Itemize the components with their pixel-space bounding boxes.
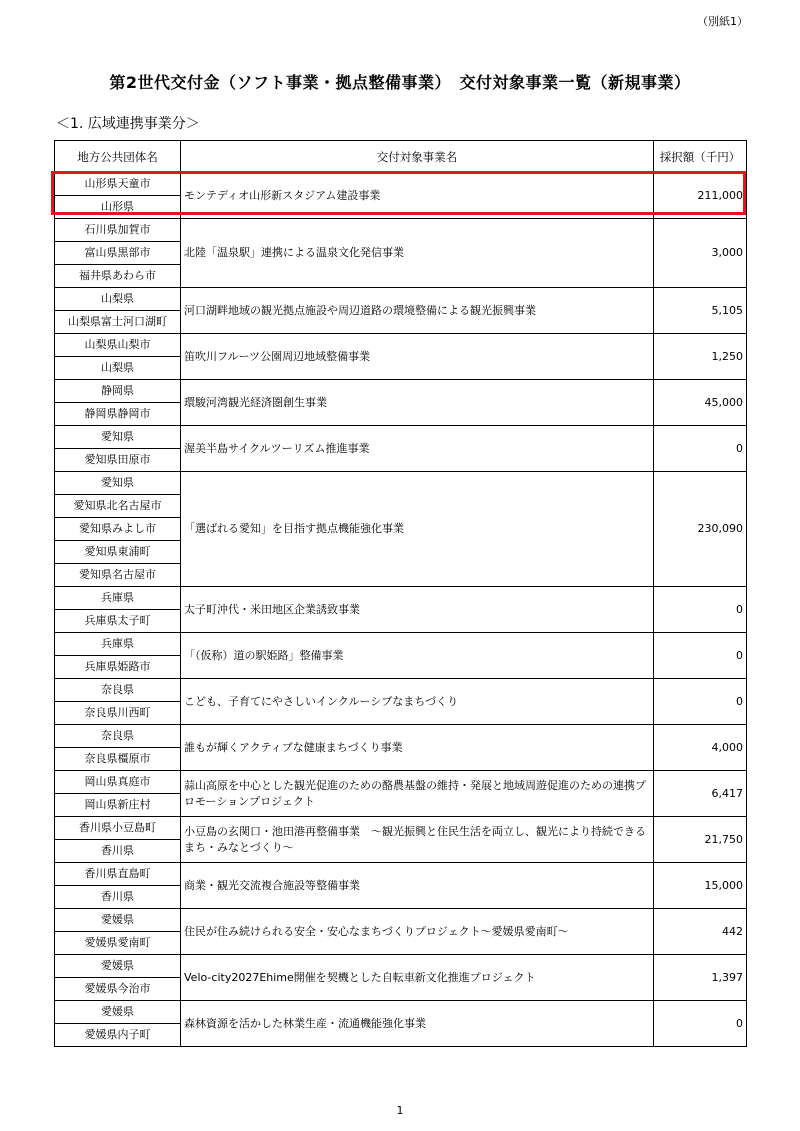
project-name-cell: 誰もが輝くアクティブな健康まちづくり事業 xyxy=(181,725,654,771)
government-name-cell: 愛知県 xyxy=(55,472,181,495)
table-row xyxy=(55,1001,747,1024)
project-name-cell: 環駿河湾観光経済圏創生事業 xyxy=(181,380,654,426)
government-name-cell: 奈良県橿原市 xyxy=(55,748,181,771)
table-row xyxy=(55,633,747,656)
government-name-cell: 愛知県 xyxy=(55,426,181,449)
table-row xyxy=(55,863,747,886)
amount-cell: 15,000 xyxy=(654,863,747,909)
government-name-cell: 兵庫県 xyxy=(55,587,181,610)
government-name-cell: 岡山県新庄村 xyxy=(55,794,181,817)
government-name-cell: 山形県 xyxy=(55,196,181,219)
government-name-cell: 山形県天童市 xyxy=(55,173,181,196)
government-name-cell: 富山県黒部市 xyxy=(55,242,181,265)
government-name-cell: 静岡県静岡市 xyxy=(55,403,181,426)
project-name-cell: 商業・観光交流複合施設等整備事業 xyxy=(181,863,654,909)
table-row xyxy=(55,334,747,357)
government-name-cell: 愛媛県内子町 xyxy=(55,1024,181,1047)
section-heading: ＜1. 広域連携事業分＞ xyxy=(56,116,200,132)
amount-cell: 3,000 xyxy=(654,219,747,288)
page-number: 1 xyxy=(396,1104,404,1117)
amount-cell: 45,000 xyxy=(654,380,747,426)
government-name-cell: 愛知県東浦町 xyxy=(55,541,181,564)
table-row xyxy=(55,426,747,449)
government-name-cell: 奈良県 xyxy=(55,679,181,702)
table-row xyxy=(55,219,747,242)
table-body xyxy=(55,173,747,1047)
table-row xyxy=(55,380,747,403)
project-name-cell: 住民が住み続けられる安全・安心なまちづくりプロジェクト～愛媛県愛南町～ xyxy=(181,909,654,955)
government-name-cell: 愛媛県愛南町 xyxy=(55,932,181,955)
government-name-cell: 香川県小豆島町 xyxy=(55,817,181,840)
government-name-cell: 香川県直島町 xyxy=(55,863,181,886)
table-row xyxy=(55,955,747,978)
amount-cell: 1,397 xyxy=(654,955,747,1001)
government-name-cell: 岡山県真庭市 xyxy=(55,771,181,794)
government-name-cell: 山梨県山梨市 xyxy=(55,334,181,357)
project-name-cell: Velo-city2027Ehime開催を契機とした自転車新文化推進プロジェクト xyxy=(181,955,654,1001)
amount-cell: 0 xyxy=(654,587,747,633)
header-amount: 採択額（千円） xyxy=(654,141,747,173)
header-project: 交付対象事業名 xyxy=(181,141,654,173)
project-name-cell: 「選ばれる愛知」を目指す拠点機能強化事業 xyxy=(181,472,654,587)
amount-cell: 4,000 xyxy=(654,725,747,771)
government-name-cell: 石川県加賀市 xyxy=(55,219,181,242)
project-name-cell: こども、子育てにやさしいインクルーシブなまちづくり xyxy=(181,679,654,725)
amount-cell: 442 xyxy=(654,909,747,955)
amount-cell: 230,090 xyxy=(654,472,747,587)
project-name-cell: 小豆島の玄関口・池田港再整備事業 ～観光振興と住民生活を両立し、観光により持続できる まち・みなとづくり～ xyxy=(181,817,654,863)
amount-cell: 0 xyxy=(654,633,747,679)
project-name-cell: 河口湖畔地域の観光拠点施設や周辺道路の環境整備による観光振興事業 xyxy=(181,288,654,334)
project-name-cell: 渥美半島サイクルツーリズム推進事業 xyxy=(181,426,654,472)
page-title: 第2世代交付金（ソフト事業・拠点整備事業） 交付対象事業一覧（新規事業） xyxy=(109,73,691,92)
government-name-cell: 兵庫県姫路市 xyxy=(55,656,181,679)
header-government: 地方公共団体名 xyxy=(55,141,181,173)
government-name-cell: 兵庫県 xyxy=(55,633,181,656)
amount-cell: 0 xyxy=(654,426,747,472)
amount-cell: 1,250 xyxy=(654,334,747,380)
project-name-cell: 北陸「温泉駅」連携による温泉文化発信事業 xyxy=(181,219,654,288)
project-name-cell: 蒜山高原を中心とした観光促進のための酪農基盤の維持・発展と地域周遊促進のための連携プロモーションプロジェクト xyxy=(181,771,654,817)
amount-cell: 0 xyxy=(654,679,747,725)
project-name-cell: 笛吹川フルーツ公園周辺地域整備事業 xyxy=(181,334,654,380)
table-header-row xyxy=(55,141,747,173)
amount-cell: 5,105 xyxy=(654,288,747,334)
government-name-cell: 山梨県富士河口湖町 xyxy=(55,311,181,334)
table-row xyxy=(55,173,747,196)
attachment-note: （別紙1） xyxy=(697,15,748,28)
government-name-cell: 愛知県みよし市 xyxy=(55,518,181,541)
amount-cell: 21,750 xyxy=(654,817,747,863)
government-name-cell: 愛知県北名古屋市 xyxy=(55,495,181,518)
project-name-cell: 「（仮称）道の駅姫路」整備事業 xyxy=(181,633,654,679)
government-name-cell: 愛媛県 xyxy=(55,1001,181,1024)
table-row xyxy=(55,472,747,495)
government-name-cell: 兵庫県太子町 xyxy=(55,610,181,633)
government-name-cell: 愛媛県 xyxy=(55,955,181,978)
government-name-cell: 山梨県 xyxy=(55,288,181,311)
table-row xyxy=(55,771,747,794)
government-name-cell: 静岡県 xyxy=(55,380,181,403)
project-table xyxy=(54,140,747,1047)
government-name-cell: 奈良県川西町 xyxy=(55,702,181,725)
table-row xyxy=(55,909,747,932)
project-name-cell: 森林資源を活かした林業生産・流通機能強化事業 xyxy=(181,1001,654,1047)
government-name-cell: 愛媛県今治市 xyxy=(55,978,181,1001)
government-name-cell: 香川県 xyxy=(55,886,181,909)
amount-cell: 211,000 xyxy=(654,173,747,219)
table-row xyxy=(55,587,747,610)
amount-cell: 6,417 xyxy=(654,771,747,817)
government-name-cell: 愛媛県 xyxy=(55,909,181,932)
government-name-cell: 香川県 xyxy=(55,840,181,863)
table-row xyxy=(55,679,747,702)
government-name-cell: 福井県あわら市 xyxy=(55,265,181,288)
table-row xyxy=(55,817,747,840)
table-row xyxy=(55,725,747,748)
government-name-cell: 愛知県田原市 xyxy=(55,449,181,472)
project-name-cell: モンテディオ山形新スタジアム建設事業 xyxy=(181,173,654,219)
table-row xyxy=(55,288,747,311)
government-name-cell: 山梨県 xyxy=(55,357,181,380)
amount-cell: 0 xyxy=(654,1001,747,1047)
government-name-cell: 奈良県 xyxy=(55,725,181,748)
project-name-cell: 太子町沖代・米田地区企業誘致事業 xyxy=(181,587,654,633)
government-name-cell: 愛知県名古屋市 xyxy=(55,564,181,587)
